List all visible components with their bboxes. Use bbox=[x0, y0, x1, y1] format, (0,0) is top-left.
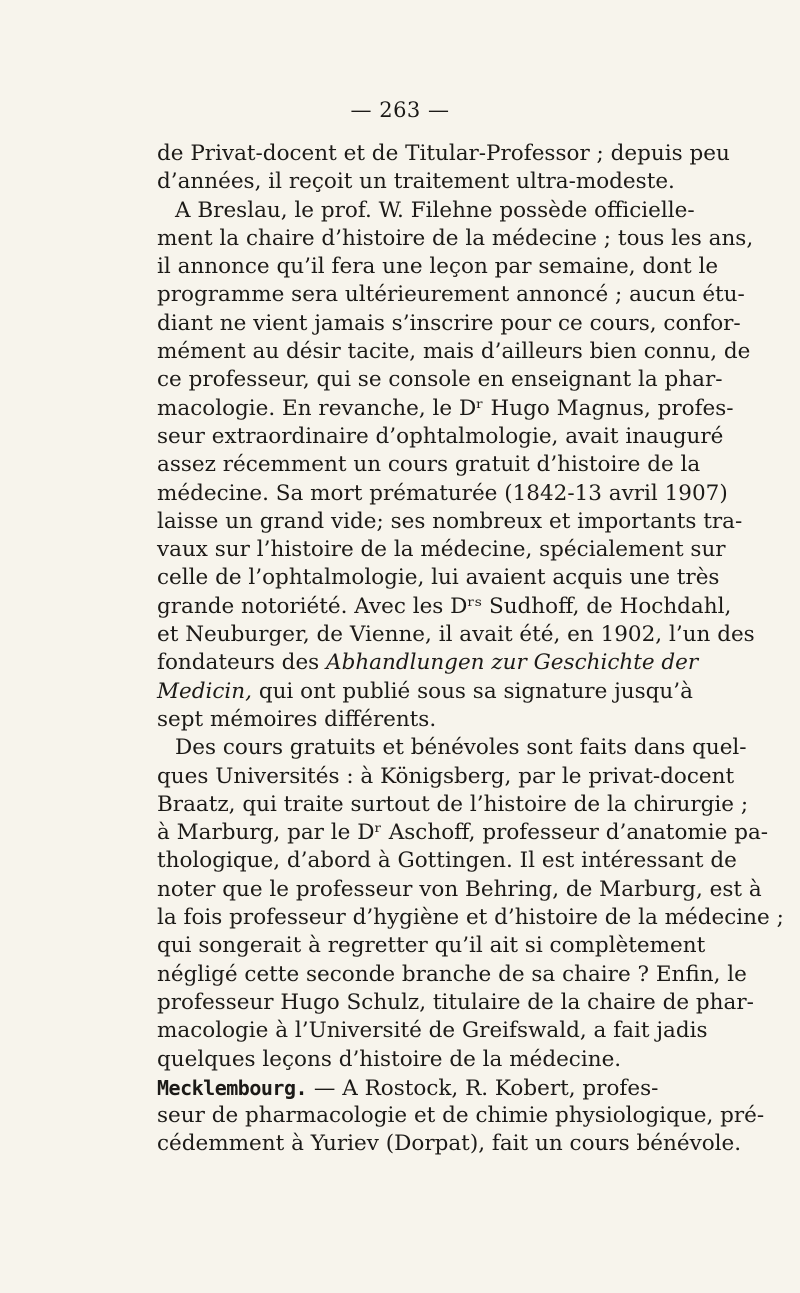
text-line bbox=[157, 1046, 649, 1074]
line-text: programme sera ultérieurement annoncé ; aucun étu- bbox=[157, 282, 745, 308]
line-text: quelques leçons d’histoire de la médecine. bbox=[157, 1046, 622, 1072]
text-line bbox=[157, 1074, 659, 1102]
text-line bbox=[157, 678, 693, 706]
line-text: noter que le professeur von Behring, de Marburg, est à bbox=[157, 876, 762, 902]
text-line bbox=[157, 649, 699, 677]
line-text: assez récemment un cours gratuit d’histoire de la bbox=[157, 452, 701, 478]
text-line bbox=[157, 310, 741, 338]
text-line bbox=[157, 1130, 742, 1158]
line-text: grande notoriété. Avec les Dʳˢ Sudhoff, de Hochdahl, bbox=[157, 593, 732, 619]
line-text: ce professeur, qui se console en enseignant la phar- bbox=[157, 367, 723, 393]
text-line bbox=[157, 281, 745, 309]
text-line bbox=[157, 1017, 708, 1045]
line-text: ment la chaire d’histoire de la médecine ; tous les ans, bbox=[157, 225, 754, 251]
text-line bbox=[157, 961, 747, 989]
line-text: négligé cette seconde branche de sa chaire ? Enfin, le bbox=[157, 961, 747, 987]
text-line bbox=[157, 564, 720, 592]
text-line bbox=[157, 225, 754, 253]
line-text: thologique, d’abord à Gottingen. Il est intéressant de bbox=[157, 848, 737, 874]
text-line bbox=[157, 819, 769, 847]
line-text: laisse un grand vide; ses nombreux et importants tra- bbox=[157, 508, 743, 534]
text-line bbox=[157, 1102, 765, 1130]
line-text: macologie. En revanche, le Dʳ Hugo Magnus, profes- bbox=[157, 395, 734, 421]
line-text: il annonce qu’il fera une leçon par semaine, dont le bbox=[157, 254, 719, 280]
line-text: et Neuburger, de Vienne, il avait été, en 1902, l’un des bbox=[157, 622, 755, 648]
line-text: Braatz, qui traite surtout de l’histoire de la chirurgie ; bbox=[157, 791, 749, 817]
line-text: médecine. Sa mort prématurée (1842-13 avril 1907) bbox=[157, 480, 728, 506]
section-heading-mecklembourg: Mecklembourg. bbox=[157, 1075, 308, 1100]
line-text: — A Rostock, R. Kobert, profes- bbox=[307, 1075, 659, 1101]
line-text: professeur Hugo Schulz, titulaire de la chaire de phar- bbox=[157, 989, 754, 1015]
text-line bbox=[157, 338, 751, 366]
body-text bbox=[157, 140, 784, 1159]
text-line bbox=[157, 621, 755, 649]
page-number: — 263 — bbox=[350, 98, 450, 122]
text-line bbox=[157, 904, 784, 932]
text-line bbox=[157, 168, 675, 196]
line-text: la fois professeur d’hygiène et d’histoire de la médecine ; bbox=[157, 905, 784, 931]
line-text: de Privat-docent et de Titular-Professor ; depuis peu bbox=[157, 141, 730, 166]
text-line bbox=[157, 706, 649, 734]
text-line bbox=[157, 253, 719, 281]
line-text: seur de pharmacologie et de chimie physiologique, pré- bbox=[157, 1103, 765, 1129]
text-line bbox=[157, 197, 695, 225]
line-text: celle de l’ophtalmologie, lui avaient acquis une très bbox=[157, 565, 720, 591]
line-text: sept mémoires différents. bbox=[157, 706, 437, 732]
line-text: ques Universités : à Königsberg, par le privat-docent bbox=[157, 763, 735, 789]
line-text: Des cours gratuits et bénévoles sont faits dans quel- bbox=[175, 735, 747, 761]
text-line bbox=[157, 989, 754, 1017]
line-text: qui ont publié sous sa signature jusqu’à bbox=[251, 678, 693, 704]
line-text: fondateurs des bbox=[157, 650, 327, 676]
line-text: vaux sur l’histoire de la médecine, spécialement sur bbox=[157, 537, 726, 563]
italic-title: Abhandlungen zur Geschichte der bbox=[326, 650, 699, 676]
line-text: A Breslau, le prof. W. Filehne possède officielle- bbox=[175, 197, 695, 223]
text-line bbox=[157, 791, 749, 819]
line-text: cédemment à Yuriev (Dorpat), fait un cours bénévole. bbox=[157, 1131, 742, 1157]
line-text: macologie à l’Université de Greifswald, a fait jadis bbox=[157, 1018, 708, 1044]
italic-title: Medicin, bbox=[157, 678, 252, 704]
text-line bbox=[157, 876, 762, 904]
text-line bbox=[157, 763, 735, 791]
text-line bbox=[157, 847, 737, 875]
text-line bbox=[157, 480, 728, 508]
text-line bbox=[157, 536, 726, 564]
line-text: d’années, il reçoit un traitement ultra-modeste. bbox=[157, 169, 675, 195]
text-line bbox=[157, 593, 732, 621]
text-line bbox=[157, 140, 730, 168]
text-line bbox=[157, 932, 706, 960]
text-line bbox=[157, 423, 724, 451]
line-text: qui songerait à regretter qu’il ait si complètement bbox=[157, 933, 706, 959]
text-line bbox=[157, 734, 747, 762]
line-text: seur extraordinaire d’ophtalmologie, avait inauguré bbox=[157, 423, 724, 449]
line-text: à Marburg, par le Dʳ Aschoff, professeur d’anatomie pa- bbox=[157, 820, 769, 846]
text-line bbox=[157, 366, 723, 394]
text-line bbox=[157, 451, 701, 479]
line-text: diant ne vient jamais s’inscrire pour ce cours, confor- bbox=[157, 310, 741, 336]
text-line bbox=[157, 508, 743, 536]
text-line bbox=[157, 395, 734, 423]
line-text: mément au désir tacite, mais d’ailleurs bien connu, de bbox=[157, 339, 751, 365]
